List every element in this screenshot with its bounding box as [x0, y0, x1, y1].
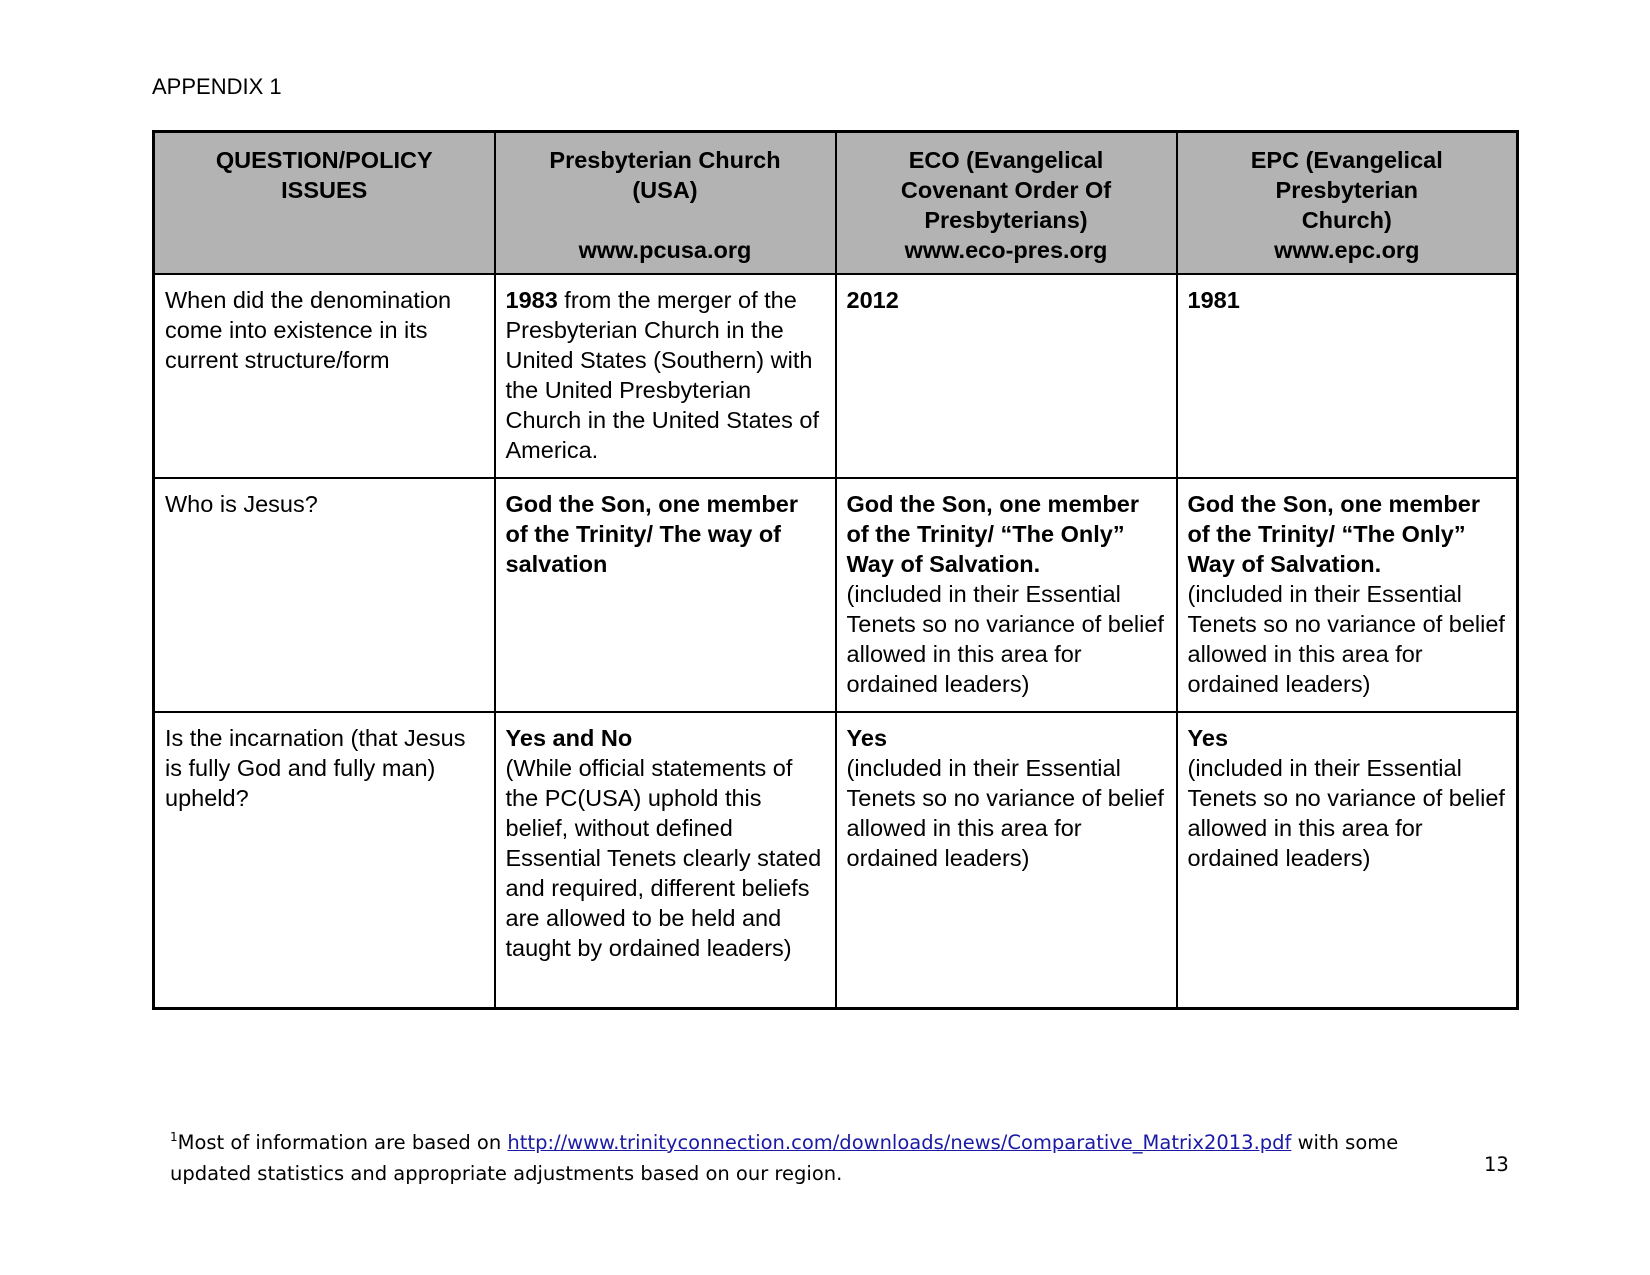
table-row [154, 712, 1518, 1008]
answer-text: (included in their Essential Tenets so no variance of belief allowed in this area for ordained leaders) [1187, 755, 1505, 871]
appendix-label: APPENDIX 1 [152, 74, 282, 99]
question-text: When did the denomination come into existence in its current structure/form [165, 287, 452, 373]
header-line: QUESTION/POLICY [215, 147, 433, 173]
answer-bold: Yes [1187, 725, 1229, 751]
cell-eco [836, 478, 1177, 712]
answer-bold: 1981 [1187, 287, 1240, 313]
answer-bold: God the Son, one member of the Trinity/ “The Only” Way of Salvation. [846, 491, 1139, 577]
cell-question [154, 478, 495, 712]
cell-epc [1177, 274, 1518, 478]
header-pcusa [495, 132, 836, 275]
cell-epc [1177, 712, 1518, 1008]
header-line: Church) [1301, 207, 1392, 233]
answer-text: (included in their Essential Tenets so no variance of belief allowed in this area for ordained leaders) [1187, 581, 1505, 697]
header-line: EPC (Evangelical [1250, 147, 1443, 173]
cell-epc [1177, 478, 1518, 712]
question-text: Is the incarnation (that Jesus is fully God and fully man) upheld? [165, 725, 466, 811]
answer-bold: 2012 [846, 287, 899, 313]
answer-text: from the merger of the Presbyterian Church in the United States (Southern) with the United Presbyterian Church in the United States of America. [505, 287, 820, 463]
footnote-link[interactable]: http://www.trinityconnection.com/downloads/news/Comparative_Matrix2013.pdf [507, 1131, 1292, 1154]
comparison-table [152, 130, 1519, 1010]
cell-pcusa [495, 274, 836, 478]
cell-eco [836, 274, 1177, 478]
header-line: Presbyterians) [924, 207, 1088, 233]
answer-text: (While official statements of the PC(USA) uphold this belief, without defined Essential Tenets clearly stated and required, different beliefs are allowed to be held and taught by ordained leaders) [505, 755, 822, 961]
cell-pcusa [495, 478, 836, 712]
answer-bold: Yes and No [505, 725, 633, 751]
header-url: www.eco-pres.org [904, 237, 1108, 263]
header-line: Presbyterian [1275, 177, 1418, 203]
header-line: ISSUES [281, 177, 368, 203]
answer-text: (included in their Essential Tenets so no variance of belief allowed in this area for ordained leaders) [846, 581, 1164, 697]
header-eco [836, 132, 1177, 275]
header-line: (USA) [632, 177, 698, 203]
footnote-text: with some updated statistics and appropriate adjustments based on our region. [170, 1131, 1399, 1185]
question-text: Who is Jesus? [165, 491, 318, 517]
answer-bold: God the Son, one member of the Trinity/ The way of salvation [505, 491, 798, 577]
page-number: 13 [1484, 1153, 1509, 1176]
footnote-text: Most of information are based on [177, 1131, 508, 1154]
answer-bold: God the Son, one member of the Trinity/ “The Only” Way of Salvation. [1187, 491, 1480, 577]
header-url: www.pcusa.org [578, 237, 752, 263]
cell-question [154, 274, 495, 478]
footnote-marker: 1 [170, 1130, 178, 1144]
cell-question [154, 712, 495, 1008]
cell-eco [836, 712, 1177, 1008]
footnote [170, 1122, 1470, 1189]
answer-bold: Yes [846, 725, 888, 751]
cell-pcusa [495, 712, 836, 1008]
header-question [154, 132, 495, 275]
header-row [154, 132, 1518, 275]
table-row [154, 478, 1518, 712]
header-line: Presbyterian Church [549, 147, 781, 173]
header-line: Covenant Order Of [900, 177, 1112, 203]
header-epc [1177, 132, 1518, 275]
answer-bold: 1983 [505, 287, 558, 313]
header-url: www.epc.org [1274, 237, 1420, 263]
table-row [154, 274, 1518, 478]
answer-text: (included in their Essential Tenets so no variance of belief allowed in this area for ordained leaders) [846, 755, 1164, 871]
header-line: ECO (Evangelical [908, 147, 1104, 173]
